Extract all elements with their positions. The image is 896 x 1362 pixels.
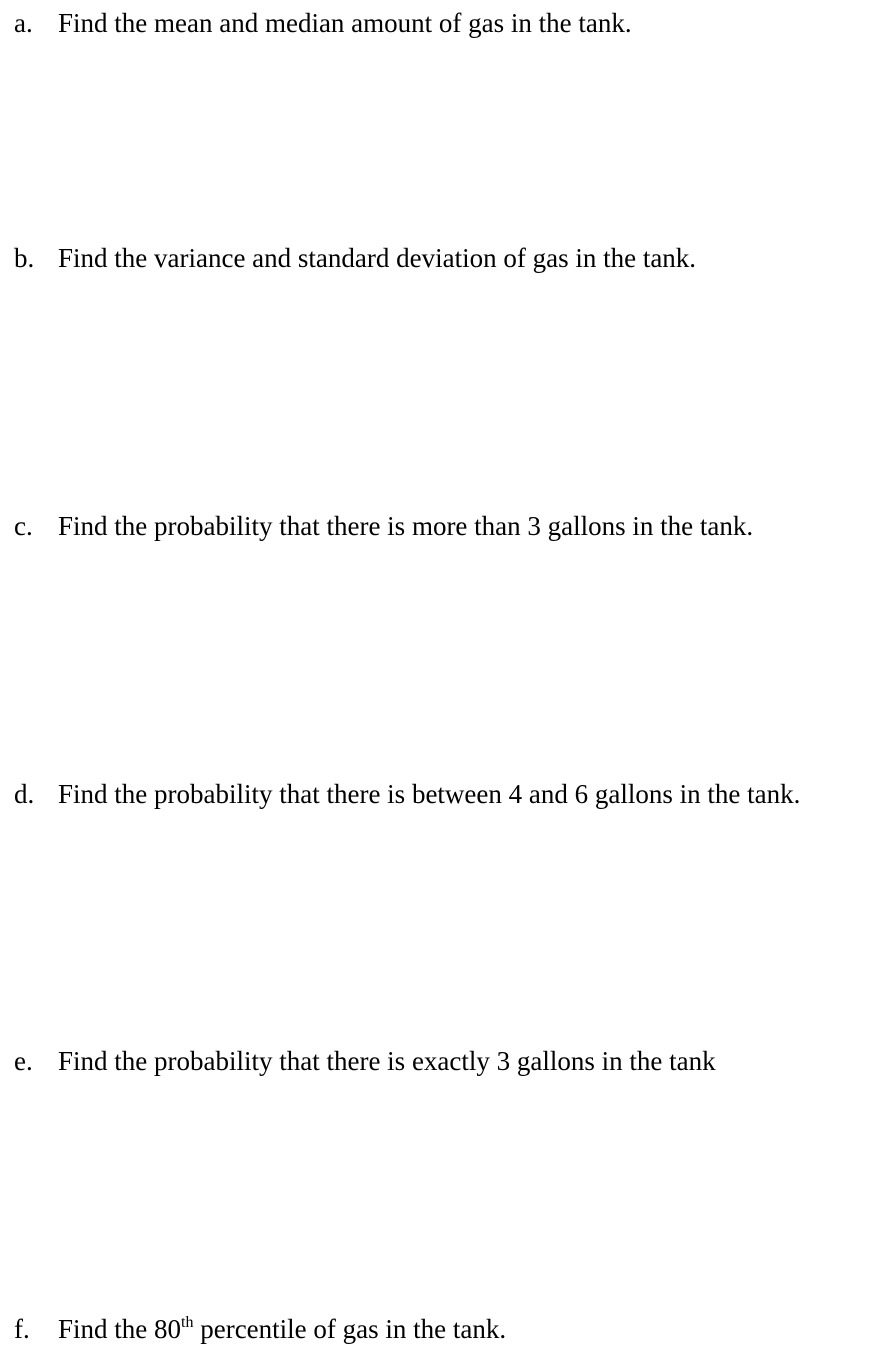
question-label: c.: [14, 511, 33, 541]
question-label: e.: [14, 1046, 33, 1076]
ordinal-suffix: th: [181, 1314, 194, 1331]
question-text: Find the mean and median amount of gas in the tank.: [58, 8, 632, 38]
question-text: [58, 1314, 506, 1344]
question-label: b.: [14, 243, 35, 273]
question-text: Find the probability that there is exactly 3 gallons in the tank: [58, 1046, 716, 1076]
question-a: [14, 6, 632, 40]
question-text-start: Find the 80: [58, 1314, 182, 1344]
question-text-end: percentile of gas in the tank.: [193, 1314, 507, 1344]
question-text: Find the variance and standard deviation of gas in the tank.: [58, 243, 697, 273]
question-f: [14, 1312, 506, 1346]
question-label: f.: [14, 1314, 30, 1344]
question-c: [14, 509, 753, 543]
question-label: d.: [14, 779, 35, 809]
question-text: Find the probability that there is more than 3 gallons in the tank.: [58, 511, 754, 541]
question-text: Find the probability that there is between 4 and 6 gallons in the tank.: [58, 779, 801, 809]
question-b: [14, 241, 696, 275]
question-label: a.: [14, 8, 33, 38]
question-d: [14, 777, 800, 811]
question-e: [14, 1044, 716, 1078]
